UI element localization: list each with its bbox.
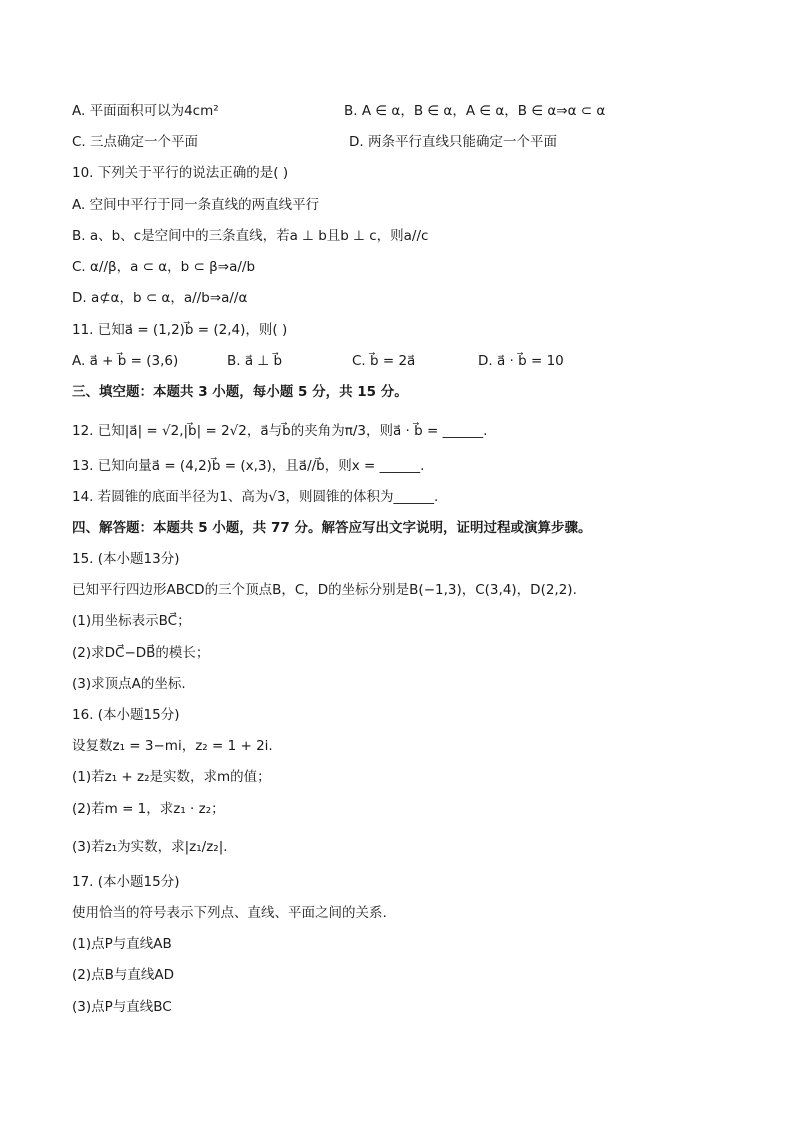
q9-option-d: D. 两条平行直线只能确定一个平面 [349,134,557,150]
q15-heading: 15. (本小题13分) [72,551,180,567]
q10-option-a: A. 空间中平行于同一条直线的两直线平行 [72,197,320,213]
q17-part-1: (1)点P与直线AB [72,936,172,952]
q10-option-d: D. a⊄α，b ⊂ α，a//b⇒a//α [72,290,248,306]
q15-part-2: (2)求DC⃗−DB⃗的模长； [72,645,210,661]
q17-part-2: (2)点B与直线AD [72,967,175,983]
q16-part-3: (3)若z₁为实数，求|z₁/z₂|. [72,839,228,855]
q11-stem: 11. 已知a⃗ = (1,2)b⃗ = (2,4)，则( ) [72,322,288,338]
q17-part-3: (3)点P与直线BC [72,999,172,1015]
q11-option-c: C. b⃗ = 2a⃗ [352,353,416,369]
section-3-heading: 三、填空题：本题共 3 小题，每小题 5 分，共 15 分。 [72,384,408,400]
q9-option-a: A. 平面面积可以为4cm² [72,103,219,119]
q9-option-c: C. 三点确定一个平面 [72,134,199,150]
q10-option-b: B. a、b、c是空间中的三条直线，若a ⊥ b且b ⊥ c，则a//c [72,228,429,244]
q17-stem: 使用恰当的符号表示下列点、直线、平面之间的关系. [72,905,387,921]
q11-option-d: D. a⃗ · b⃗ = 10 [478,353,564,369]
q16-stem: 设复数z₁ = 3−mi，z₂ = 1 + 2i. [72,738,273,754]
q16-part-1: (1)若z₁ + z₂是实数，求m的值； [72,769,271,785]
q15-stem: 已知平行四边形ABCD的三个顶点B，C，D的坐标分别是B(−1,3)，C(3,4)，D(2,2). [72,582,577,598]
section-4-heading: 四、解答题：本题共 5 小题，共 77 分。解答应写出文字说明，证明过程或演算步骤。 [72,520,592,536]
q16-part-2: (2)若m = 1，求z₁ · z₂； [72,801,225,817]
q15-part-1: (1)用坐标表示BC⃗； [72,613,191,629]
q16-heading: 16. (本小题15分) [72,707,180,723]
q9-option-b: B. A ∈ α，B ∈ α，A ∈ α，B ∈ α⇒α ⊂ α [344,103,606,119]
q12-stem: 12. 已知|a⃗| = √2,|b⃗| = 2√2，a⃗与b⃗的夹角为π/3，则a⃗ · b⃗ = ______. [72,423,488,439]
q11-option-b: B. a⃗ ⊥ b⃗ [227,353,283,369]
q13-stem: 13. 已知向量a⃗ = (4,2)b⃗ = (x,3)，且a⃗//b⃗，则x = ______. [72,458,425,474]
q11-option-a: A. a⃗ + b⃗ = (3,6) [72,353,179,369]
q10-stem: 10. 下列关于平行的说法正确的是( ) [72,165,289,181]
q10-option-c: C. α//β，a ⊂ α，b ⊂ β⇒a//b [72,259,256,275]
q14-stem: 14. 若圆锥的底面半径为1、高为√3，则圆锥的体积为______. [72,489,439,505]
q15-part-3: (3)求顶点A的坐标. [72,676,186,692]
q17-heading: 17. (本小题15分) [72,874,180,890]
